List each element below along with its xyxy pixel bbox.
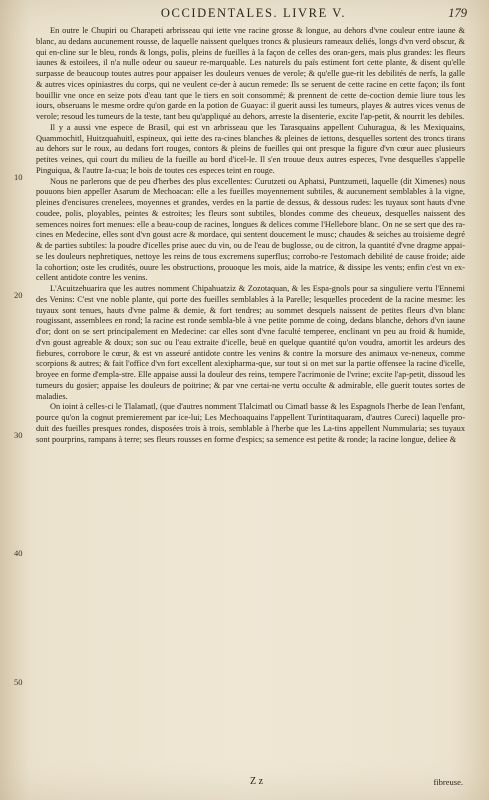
margin-line-number: 20: [14, 290, 23, 300]
page-number: 179: [448, 6, 467, 20]
paragraph-acuitzehuarira: L'Acuitzehuarira que les autres nomment Chipahuatziz & Zozotaquan, & les Espa-gnols pour sa singuliere vertu l'Ennemi des Venins: C'est vne noble plante, qui porte des fueilles semblables à la Parelle; lesquelles procedent de la racine mesme: les tuyaux sont tenues, hauts d'vne palme & demie, & fort tendres; au sommet desquels naissent de petites fleurs d'vn blanc rougissant, assemblees en rond; la racine est ronde sembla-ble à vne petite pomme de coing, dedans blanche, dehors d'vn iaune d'or; dont on se sert principalement en Medecine: car elles sont d'vne faculté temperee, enclinant vn peu au froid & humide, d'vn goust agreable & doux; son suc ou l'eau extraite d'icelle, beuë en quelque quantité qu'on voudra, amortit les ardeurs des fiebures, corrobore le cœur, & est vn asseuré antidote contre les venins & contre la morsure des animaux ve-neneux, comme scorpions & autres; & fait l'office d'vn fort excellent alexipharma-que, sur tout si on met sur la partie offensee la racine d'icelle, broyee en forme d'empla-stre. Elle appaise aussi la douleur des reins, tempere l'acrimonie de l'vrine; excite l'ap-petit, dissoud les tumeurs du gosier; appaise les douleurs de poitrine; & par vne certai-ne vertu occulte & admirable, elle guerit toutes sortes de maladies.: [36, 284, 465, 401]
signature-mark: Z z: [250, 776, 264, 787]
running-head: OCCIDENTALES. LIVRE V.: [160, 6, 347, 20]
paragraph-tlalamatl: On ioint à celles-ci le Tlalamatl, (que d'autres nomment Tlalcimatl ou Cimatl basse & les Espagnols l'herbe de Iean l'enfant, pource qu'on la cognut premierement par ice-lui; Les Mechoaquains l'appellent Turintitaquaram, d'autres Cureci) laquelle pro-duit des fueilles presques rondes, disposées trois à trois, semblable à l'herbe que les La-tins appellent Nummularia; ses tuyaux sont pourprins, rampans à terre; ses fleurs rousses en forme d'espics; sa semence est petite & ronde; la racine longue, deliee &: [36, 402, 465, 444]
page-header: [40, 6, 467, 24]
margin-line-number: 40: [14, 548, 23, 558]
margin-line-number: 50: [14, 677, 23, 687]
paragraph-brasil: Il y a aussi vne espece de Brasil, qui est vn arbrisseau que les Tarasquains appellent Cuhuragua, & les Mexiquains, Quammochitl, Huitzquahuitl, espineux, qui iette des ra-cines blanches & pleines de iettons, desquelles sortent des troncs tirans au dehors sur le roux, au dedans fort rouges, contors & pleins de fueilles qui ont presque la figure d'vn cœur auec plusieurs petites veines, qui court du milieu de la fueille au bord d'icel-le. Il s'en trouue deux autres especes, l'vne desquelles s'appelle Pinguiqua, & l'autre Ia-cua; le bois de toutes ces especes teint en rouge.: [36, 122, 465, 175]
catchword: fibreuse.: [433, 777, 463, 787]
text-body: [36, 26, 465, 445]
paragraph-curutzeti: Nous ne parlerons que de peu d'herbes des plus excellentes: Curutzeti ou Aphatsi, Puntzumeti, laquelle (dit Ximenes) nous pouuons bien appeller Asarum de Mechoacan: elle a les fueilles moyennement subtiles, & aucunement semblables à la vigne, pleines d'encisures crenelees, moyennes et grandes, verdes en la partie de dessus, & dessous rudes: les tuyaux sont hauts d'vne coudee, polis, ployables, peintes & estroites; les fleurs sont subtiles, blondes comme des cheueux, desquelles naissent des semences noires fort menues: elle a beau-coup de racines, longues & delices comme l'Hellebore blanc. On ne se sert que des ra-cines en Medecine, elles sont d'vn goust acre & mordace, qui sentent doucement le musc; chaudes & seiches au troisieme degré & de parties subtiles: la poudre d'icelles prise auec du vin, ou de l'eau de buglosse, ou de citron, la quantité d'vne dragme appai-se les douleurs nephretiques, nettoye les reins de tous excremens superflus; corrobo-re l'estomach debilité de cause froide; aide la cohortion; oste les crudités, ouure les obstructions, prouoque les mois, aide la matrice, & dissipe les vents; enfin c'est vn ex-cellent antidote contre les venins.: [36, 176, 465, 283]
margin-line-number: 10: [14, 172, 23, 182]
paragraph-chupiri: En outre le Chupiri ou Charapeti arbrisseau qui iette vne racine grosse & longue, au dehors d'vne couleur entre iaune & blanc, au dedans aucunement rousse, de laquelle naissent quelques troncs & plusieurs rameaux deliés, longs d'vn verd obscur, & qui en-cline sur le bleu, ronds & longs, polis, pleins de fueilles à la façon de celles des oran-gers, mais plus grandes: les fleurs iaunes & estoilees, il n'a nulle odeur ou saueur re-marquable. Les naturels du païs estiment fort cette plante, & disent qu'elle surpasse de beaucoup toutes autres pour appaiser les douleurs venues de verole; & qu'elle gue-rit les debilités de nerfs, la galle & autres vices opiniastres du corps, qui ne veulent ce-der à aucun remede: Ils se seruent de cette racine en cette façon; ils font bouillir vne once en seize pots d'eau tant que le tiers en soit consommé; & prennent de cette de-coction demie liure tous les iours, obseruans le mesme ordre qu'on garde en la potion de Guayac: il guerit aussi les tumeurs, playes & autres vices venus de verole; resoud les tumeurs de la teste, tant beu qu'appliqué au dehors, arreste la disenterie, excite l'ap-petit, & nourrit les debiles.: [36, 26, 465, 121]
margin-line-number: 30: [14, 430, 23, 440]
